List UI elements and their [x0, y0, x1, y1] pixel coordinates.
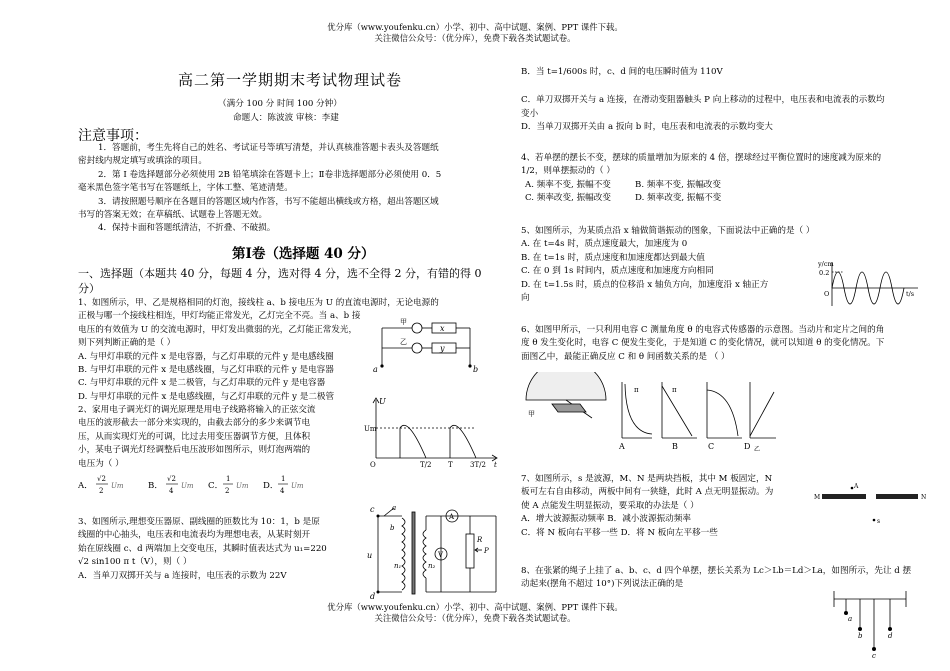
q7-option-cd: C．将 N 板向右平移一些 D．将 N 板向左平移一些	[521, 527, 718, 538]
q8-pendulum-figure	[828, 587, 910, 663]
notice-line: 2．第 I 卷选择题部分必须使用 2B 铅笔填涂在答题卡上；Ⅱ卷非选择题部分必须使用 0．5	[98, 169, 442, 180]
q4-line: 4、若单摆的摆长不变，摆球的质量增加为原来的 4 倍，摆球经过平衡位置时的速度减为原来的	[521, 153, 882, 163]
q3-line: 3、如图所示,理想变压器原、副线圈的匝数比为 10：1，b 是原	[78, 517, 320, 527]
q1-fig-y: y	[440, 344, 445, 353]
exam-authors: 命题人：陈波波 审核：李建	[233, 113, 339, 123]
notices	[78, 142, 441, 236]
q3-fig-ammeter: A	[449, 513, 455, 521]
question-4	[521, 152, 881, 206]
q5-fig-y-label: y/cm	[818, 260, 834, 268]
plate-n-icon	[876, 494, 918, 499]
q7-line: 使 A 点能发生明显振动，要采取的办法是（ ）	[521, 500, 699, 511]
q6-line: 6、如图甲所示，一只利用电容 C 测量角度 θ 的电容式传感器的示意图。当动片和定片之间的角	[521, 325, 885, 335]
part-title: 第Ⅰ卷（选择题 40 分）	[232, 246, 375, 262]
header-line-2: 关注微信公众号：（优分库），免费下载各类试题试卷。	[374, 33, 576, 43]
q8-fig-c: c	[872, 652, 876, 660]
q1-fig-x: x	[440, 324, 445, 333]
page-footer	[0, 602, 950, 624]
q3-line: 始在原线圈 c、d 两端加上交变电压，其瞬时值表达式为 u₁=220	[78, 543, 327, 554]
q3-fig-u: u	[367, 551, 373, 560]
q3-continued	[521, 66, 885, 135]
question-6	[521, 324, 884, 364]
resistor-icon	[466, 534, 474, 568]
q6-fig-jia: 甲	[528, 410, 535, 418]
q2-option-a-u: Um	[111, 482, 124, 490]
q1-fig-b: b	[473, 365, 479, 374]
exam-title: 高二第一学期期末考试物理试卷	[178, 71, 403, 89]
section-heading	[78, 266, 481, 296]
q2-option-b-u: Um	[181, 482, 194, 490]
q2-option-c-den: 2	[225, 487, 230, 495]
q5-fig-origin: O	[824, 290, 830, 298]
q3-fig-d: d	[370, 592, 376, 600]
question-7	[521, 473, 773, 540]
q6-fig-opt-b: B	[672, 442, 678, 451]
q2-fig-t: T	[448, 461, 453, 469]
header-line-1: 优分库（www.youfenku.cn）小学、初中、高中试题、案例、PPT 课件下载。	[327, 22, 623, 32]
q3-transformer-figure	[366, 500, 504, 600]
q1-option-b: B. 与甲灯串联的元件 x 是电感线圈，与乙灯串联的元件 y 是电容器	[78, 365, 334, 376]
q8-fig-b: b	[858, 632, 863, 640]
q7-fig-s: s	[877, 518, 881, 525]
q2-line: 电压的波形截去一部分来实现的，由截去部分的多少来调节电	[78, 418, 311, 429]
q1-line: 电压的有效值为 U 的交流电源时，甲灯发出微弱的光，乙灯能正常发光，	[78, 324, 358, 335]
q2-waveform-figure	[364, 394, 504, 474]
q2-fig-origin: O	[370, 461, 376, 469]
notice-title: 注意事项：	[78, 128, 148, 144]
q3-fig-a: a	[392, 504, 397, 512]
q1-fig-yi: 乙	[400, 338, 407, 346]
lamp-yi-icon	[412, 343, 422, 353]
q7-line: 7、如图所示，s 是波源，M、N 是两块挡板，其中 M 板固定，N	[521, 474, 773, 484]
q8-line: 动起来(摆角不超过 10°)下列说法正确的是	[521, 579, 684, 590]
q4-line: 1/2，则单摆振动的（ ）	[521, 166, 615, 177]
q7-fig-a: A	[854, 483, 859, 490]
q8-fig-d: d	[888, 632, 893, 640]
question-3	[78, 516, 327, 583]
q2-line: 2、家用电子调光灯的调光原理是用电子线路将输入的正弦交流	[78, 405, 316, 415]
q3-fig-c: c	[370, 505, 375, 514]
q2-option-d-den: 4	[280, 487, 285, 495]
q2-fig-axis-t: t	[494, 461, 497, 469]
q4-option-d: D. 频率改变, 振幅不变	[635, 193, 722, 204]
notice-line: 1．答题前，考生先将自己的姓名、考试证号等填写清楚，并认真核准答题卡表头及答题纸	[98, 143, 439, 153]
q3-option-a: A．当单刀双掷开关与 a 连接时，电压表的示数为 22V	[78, 570, 287, 581]
q4-option-c: C. 频率改变, 振幅改变	[525, 193, 611, 204]
q7-slit-figure	[812, 480, 932, 530]
q5-line: 5、如图所示，为某质点沿 x 轴做简谐振动的图象，下面说法中正确的是（ ）	[521, 226, 815, 236]
q2-option-d-num: 1	[281, 475, 286, 483]
q3-fig-n1: n₁	[394, 562, 402, 570]
q5-option-d-cont: 向	[521, 293, 530, 304]
q1-line: 则下列判断正确的是（ ）	[78, 338, 176, 349]
q5-option-c: C. 在 0 到 1s 时间内，质点速度和加速度方向相同	[521, 266, 714, 277]
q2-option-a-num: √2	[97, 475, 106, 483]
q2-option-b-num: √2	[167, 475, 176, 483]
q2-option-b-den: 4	[169, 487, 174, 495]
q2-option-a-label: A．	[78, 481, 93, 491]
notice-line: 密封线内规定填写或填涂的项目。	[78, 156, 207, 167]
q1-circuit-figure	[370, 318, 490, 374]
page-header	[0, 22, 950, 44]
q1-option-c: C. 与甲灯串联的元件 x 是二极管，与乙灯串联的元件 y 是电容器	[78, 378, 326, 389]
q6-fig-yi: 乙	[754, 446, 761, 452]
footer-line-2: 关注微信公众号：（优分库），免费下载各类试题试卷。	[374, 613, 576, 623]
q5-option-b: B. 在 t=1s 时，质点速度和加速度都达到最大值	[521, 252, 705, 263]
notice-line: 3．请按照题号顺序在各题目的答题区域内作答，书写不能超出横线或方格，超出答题区域	[98, 196, 439, 207]
q2-line: 压，从而实现灯光的可调，比过去用变压器调节方便，且体积	[78, 431, 311, 442]
q7-fig-m: M	[814, 494, 821, 501]
q2-option-c-num: 1	[226, 475, 231, 483]
q3-line: √2 sin100 π t（V），则（ ）	[78, 557, 192, 568]
notice-line: 4．保持卡面和答题纸清洁，不折叠、不破损。	[98, 223, 276, 234]
notice-line: 毫米黑色签字笔书写在答题纸上，字体工整、笔迹清楚。	[78, 183, 293, 194]
q1-option-d: D. 与甲灯串联的元件 x 是电感线圈，与乙灯串联的元件 y 是二极管	[78, 391, 335, 402]
q1-line: 正极与哪一个接线柱相连，甲灯均能正常发光，乙灯完全不亮。当 a、b 接	[78, 311, 361, 322]
q5-fig-t-label: t/s	[906, 290, 915, 298]
q3-fig-r: R	[477, 536, 483, 544]
q6-fig-opt-d: D	[744, 442, 751, 451]
q8-line: 8、在张紧的绳子上挂了 a、b、c、d 四个单摆，摆长关系为 Lc＞Lb＝Ld＞La，如图所示，先让 d 摆	[521, 566, 912, 576]
q1-fig-jia: 甲	[400, 318, 407, 326]
q3-option-d: D．当单刀双掷开关由 a 扳向 b 时，电压表和电流表的示数均变大	[521, 122, 773, 133]
q3-option-c-cont: 变小	[521, 108, 539, 119]
q2-fig-t-3half: 3T/2	[470, 461, 486, 469]
exam-subtitle: （满分 100 分 时间 100 分钟）	[218, 99, 342, 109]
lamp-jia-icon	[412, 323, 422, 333]
q5-option-a: A. 在 t=4s 时，质点速度最大，加速度为 0	[521, 239, 688, 250]
q2-line: 小，某电子调光灯经调整后电压波形如图所示，则灯泡两端的	[78, 445, 311, 456]
q7-option-ab: A．增大波源振动频率 B．减小波源振动频率	[521, 514, 691, 525]
q2-option-c-label: C．	[208, 481, 224, 491]
q6-figures	[522, 372, 777, 452]
q2-fig-um: Um	[364, 425, 377, 433]
q3-option-c: C．单刀双掷开关与 a 连接，在滑动变阻器触头 P 向上移动的过程中，电压表和电流表的示数均	[521, 95, 885, 106]
q2-option-b-label: B．	[148, 481, 163, 491]
q3-fig-voltmeter: V	[438, 551, 444, 559]
q2-option-d-label: D．	[263, 481, 279, 491]
q5-fig-amp: 0.2	[819, 269, 830, 277]
plate-m-icon	[822, 494, 866, 499]
q6-line: 度 θ 发生变化时，电容 C 便发生变化，于是知道 C 的变化情况，就可以知道 θ 的变化情况。下	[521, 338, 885, 349]
q2-option-a-den: 2	[99, 487, 104, 495]
question-5	[521, 225, 815, 305]
notice-line: 书写的答案无效；在草稿纸、试题卷上答题无效。	[78, 210, 268, 221]
q2-option-c-u: Um	[236, 482, 249, 490]
section-line: 一、选择题（本题共 40 分，每题 4 分，选对得 4 分，选不全得 2 分，有错的得 0	[78, 267, 482, 280]
q1-fig-a: a	[373, 365, 378, 374]
q2-option-d-u: Um	[291, 482, 304, 490]
question-2	[78, 404, 316, 471]
q1-line: 1、如图所示，甲、乙是规格相同的灯泡，接线柱 a、b 接电压为 U 的直流电源时，无论电源的	[78, 298, 439, 308]
q2-options	[78, 472, 378, 498]
q6-fig-pi-b: π	[672, 386, 677, 394]
q5-option-d: D. 在 t=1.5s 时，质点的位移沿 x 轴负方向，加速度沿 x 轴正方	[521, 279, 769, 290]
q3-fig-b: b	[390, 524, 395, 532]
section-line: 分）	[78, 282, 100, 295]
q5-oscillation-figure	[818, 258, 922, 308]
q4-option-b: B. 频率不变, 振幅改变	[635, 179, 721, 190]
q3-fig-n2: n₂	[428, 562, 436, 570]
footer-line-1: 优分库（www.youfenku.cn）小学、初中、高中试题、案例、PPT 课件下载。	[327, 602, 623, 612]
q7-line: 板可左右自由移动，两板中间有一狭缝，此时 A 点无明显振动。为	[521, 487, 774, 498]
q3-option-b: B．当 t=1/600s 时，c、d 间的电压瞬时值为 110V	[521, 67, 723, 77]
q3-line: 线圈的中心抽头，电压表和电流表均为理想电表，从某时刻开	[78, 530, 311, 541]
q6-fig-opt-c: C	[708, 442, 715, 451]
q2-fig-t-half: T/2	[420, 461, 432, 469]
q3-fig-p: P	[484, 547, 489, 555]
q6-fig-pi-a: π	[634, 386, 639, 394]
q8-fig-a: a	[848, 615, 853, 623]
q1-option-a: A. 与甲灯串联的元件 x 是电容器，与乙灯串联的元件 y 是电感线圈	[78, 351, 334, 362]
q6-fig-opt-a: A	[619, 442, 625, 451]
q4-option-a: A. 频率不变, 振幅不变	[525, 179, 611, 190]
q6-line: 面图乙中，最能正确反应 C 和 θ 间函数关系的是 （ ）	[521, 351, 730, 362]
q2-fig-axis-u: U	[379, 397, 386, 406]
q7-fig-n: N	[921, 494, 927, 501]
q2-line: 电压为（ ）	[78, 458, 124, 469]
